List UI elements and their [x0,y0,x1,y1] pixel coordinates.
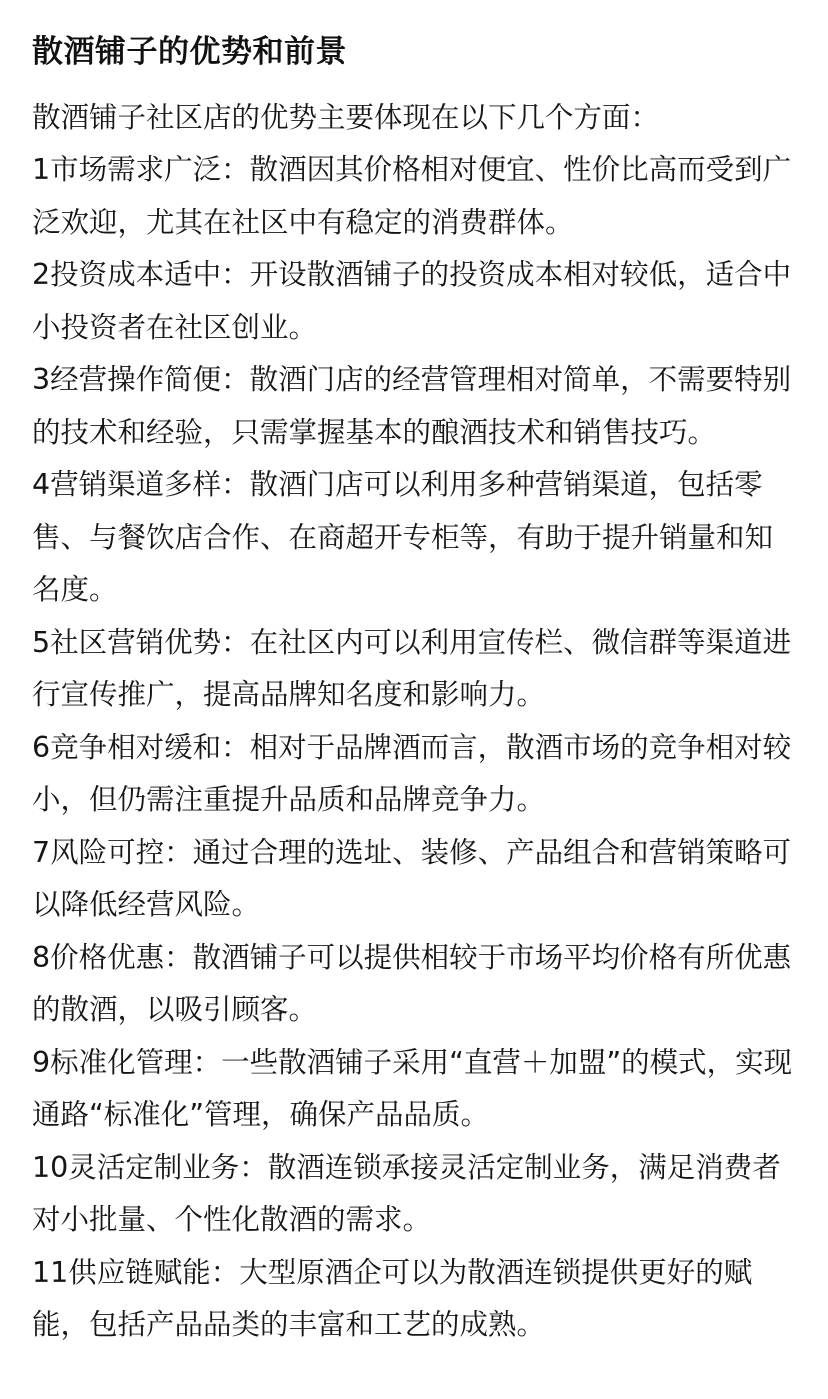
list-item [32,144,798,249]
list-item-text: 7风险可控：通过合理的选址、装修、产品组合和营销策略可以降低经营风险。 [32,835,792,921]
list-item [32,932,798,1037]
list-item [32,617,798,722]
list-item [32,354,798,459]
list-item-text: 3经营操作简便：散酒门店的经营管理相对简单，不需要特别的技术和经验，只需掌握基本的酿酒技术和销售技巧。 [32,363,792,449]
list-item [32,722,798,827]
list-item-text: 10灵活定制业务：散酒连锁承接灵活定制业务，满足消费者对小批量、个性化散酒的需求。 [32,1150,781,1236]
list-item [32,1142,798,1247]
list-item-text: 2投资成本适中：开设散酒铺子的投资成本相对较低，适合中小投资者在社区创业。 [32,258,792,344]
list-item-text: 8价格优惠：散酒铺子可以提供相较于市场平均价格有所优惠的散酒，以吸引顾客。 [32,940,792,1026]
list-item-text: 1市场需求广泛：散酒因其价格相对便宜、性价比高而受到广泛欢迎，尤其在社区中有稳定的消费群体。 [32,153,792,239]
article-title: 散酒铺子的优势和前景 [32,34,347,70]
list-item [32,459,798,617]
list-item [32,249,798,354]
list-item [32,1247,798,1352]
list-item-text: 11供应链赋能：大型原酒企可以为散酒连锁提供更好的赋能，包括产品品类的丰富和工艺的成熟。 [32,1255,753,1341]
list-item [32,1037,798,1142]
list-item [32,827,798,932]
list-item-text: 5社区营销优势：在社区内可以利用宣传栏、微信群等渠道进行宣传推广，提高品牌知名度和影响力。 [32,625,792,711]
article-intro: 散酒铺子社区店的优势主要体现在以下几个方面： [32,101,660,134]
list-item-text: 4营销渠道多样：散酒门店可以利用多种营销渠道，包括零售、与餐饮店合作、在商超开专柜等，有助于提升销量和知名度。 [32,468,774,606]
list-item-text: 9标准化管理：一些散酒铺子采用“直营＋加盟”的模式，实现通路“标准化”管理，确保产品品质。 [32,1045,793,1131]
list-item-text: 6竞争相对缓和：相对于品牌酒而言，散酒市场的竞争相对较小，但仍需注重提升品质和品牌竞争力。 [32,730,792,816]
